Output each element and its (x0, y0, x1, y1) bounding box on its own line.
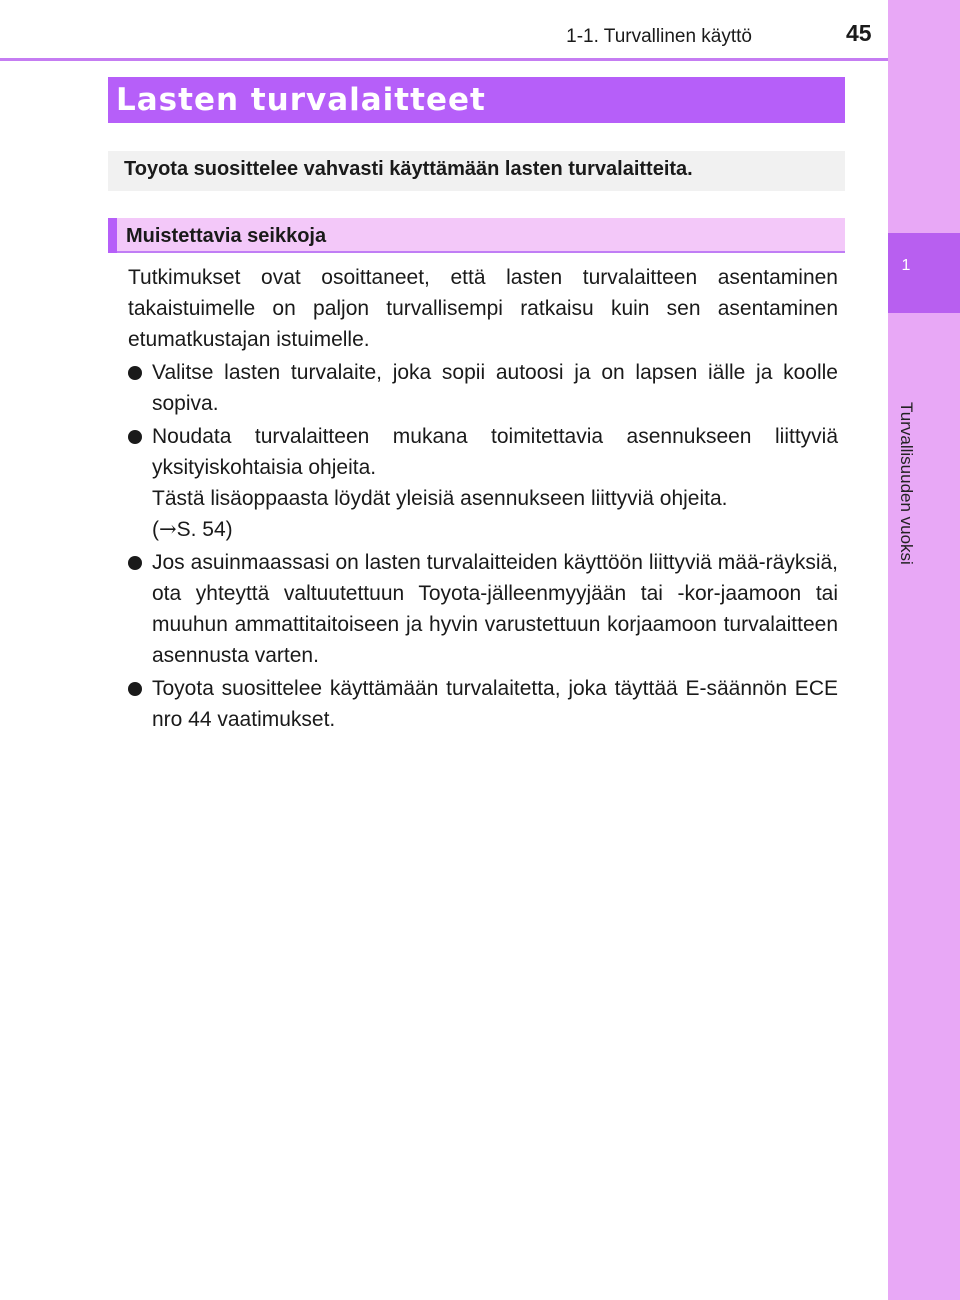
bullet-text: Valitse lasten turvalaite, joka sopii autoosi ja on lapsen iälle ja koolle sopiva. (152, 361, 838, 415)
bullet-text: Toyota suosittelee käyttämään turvalaitetta, joka täyttää E-säännön ECE nro 44 vaatimukset. (152, 677, 838, 731)
page-reference[interactable] (152, 514, 838, 545)
bullet-item (128, 357, 838, 419)
bullet-dot-icon (128, 366, 142, 380)
header-rule-extension (888, 58, 960, 61)
chapter-sidebar (888, 0, 960, 1300)
reference-text: S. 54) (176, 518, 233, 541)
bullet-dot-icon (128, 430, 142, 444)
chapter-tab[interactable] (888, 233, 960, 313)
bullet-item (128, 421, 838, 545)
intro-box (108, 151, 845, 191)
page-title: Lasten turvalaitteet (116, 82, 486, 118)
section-heading-bar (108, 218, 117, 253)
bullet-extra-text: Tästä lisäoppaasta löydät yleisiä asennukseen liittyviä ohjeita. (152, 487, 728, 510)
bullet-dot-icon (128, 682, 142, 696)
reference-open: ( (152, 518, 159, 541)
section-heading (108, 218, 845, 253)
bullet-item (128, 547, 838, 671)
arrow-right-icon: → (159, 517, 177, 541)
bullet-text: Noudata turvalaitteen mukana toimitettavia asennukseen liittyviä yksityiskohtaisia ohjeita. (152, 425, 838, 479)
chapter-number: 1 (901, 257, 911, 274)
running-head: 1-1. Turvallinen käyttö (566, 26, 752, 47)
page-number: 45 (846, 20, 872, 46)
section-heading-text: Muistettavia seikkoja (126, 225, 327, 247)
section-paragraph: Tutkimukset ovat osoittaneet, että lasten turvalaitteen asentaminen takaistuimelle on paljon turvallisempi ratkaisu kuin sen asentaminen etumatkustajan istuimelle. (128, 266, 838, 351)
section-content (128, 262, 838, 737)
intro-text: Toyota suosittelee vahvasti käyttämään lasten turvalaitteita. (124, 158, 693, 180)
bullet-dot-icon (128, 556, 142, 570)
bullet-text: Jos asuinmaassasi on lasten turvalaitteiden käyttöön liittyviä mää-räyksiä, ota yhteyttä valtuutettuun Toyota-jälleenmyyjään tai -kor-jaamoon tai muuhun ammattitaitoiseen ja hyvin varustettuun korjaamoon turvalaitteen asennusta varten. (152, 551, 838, 667)
header-rule (0, 58, 888, 61)
chapter-title (896, 402, 916, 458)
title-banner (108, 77, 845, 123)
bullet-item (128, 673, 838, 735)
